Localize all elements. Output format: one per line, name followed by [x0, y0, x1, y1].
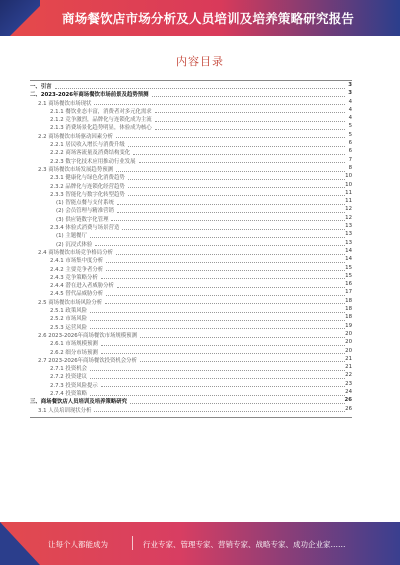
- toc-entry-title: 2.1 商场餐饮市场现状: [38, 100, 92, 107]
- toc-leader-dots: [155, 129, 345, 130]
- toc-entry-title: 2.7.2 投资建议: [50, 374, 87, 381]
- toc-entry[interactable]: [30, 198, 352, 206]
- toc-entry[interactable]: [30, 107, 352, 115]
- toc-leader-dots: [117, 212, 345, 213]
- footer-slogan: 让每个人都能成为: [48, 540, 108, 549]
- toc-entry-title: 2.1.1 餐饮业态丰富，消费者对多元化需求: [50, 108, 152, 115]
- toc-leader-dots: [55, 88, 345, 89]
- toc-leader-dots: [90, 378, 345, 379]
- toc-page-number: 12: [345, 214, 352, 221]
- toc-entry[interactable]: [30, 306, 352, 314]
- toc-entry[interactable]: [30, 182, 352, 190]
- toc-entry[interactable]: [30, 314, 352, 322]
- toc-page-number: 15: [345, 272, 352, 279]
- toc-entry-title: 2.2.2 商场客流量及消费结构变化: [50, 150, 131, 157]
- toc-page-number: 13: [345, 223, 352, 230]
- toc-leader-dots: [90, 320, 345, 321]
- toc-leader-dots: [94, 104, 345, 105]
- toc-leader-dots: [90, 395, 345, 396]
- toc-entry[interactable]: [30, 123, 352, 131]
- toc-entry[interactable]: [30, 339, 352, 347]
- toc-entry[interactable]: [30, 372, 352, 380]
- toc-leader-dots: [116, 171, 345, 172]
- toc-entry[interactable]: [30, 148, 352, 156]
- toc-page-number: 17: [345, 289, 352, 296]
- table-of-contents: [30, 82, 352, 414]
- toc-leader-dots: [90, 370, 345, 371]
- toc-leader-dots: [117, 204, 345, 205]
- toc-page-number: 3: [348, 90, 352, 97]
- toc-entry-title: 2.4.4 潜在进入者威胁分析: [50, 283, 114, 290]
- toc-entry[interactable]: [30, 140, 352, 148]
- toc-page-number: 26: [344, 397, 352, 404]
- footer-decoration: [0, 522, 40, 565]
- toc-entry[interactable]: [30, 389, 352, 397]
- toc-entry[interactable]: [30, 90, 352, 98]
- toc-entry-title: 2.2.3 数字化技术应用推动行业发展: [50, 158, 136, 165]
- toc-entry-title: 2.6.1 市场规模预测: [50, 341, 98, 348]
- toc-page-number: 4: [348, 115, 352, 122]
- toc-entry[interactable]: [30, 215, 352, 223]
- toc-leader-dots: [130, 403, 345, 404]
- toc-entry-title: 2.1.2 竞争激烈，品牌化与连锁化成为主流: [50, 117, 152, 124]
- toc-leader-dots: [106, 262, 345, 263]
- toc-page-number: 8: [348, 164, 352, 171]
- toc-leader-dots: [106, 270, 345, 271]
- toc-leader-dots: [155, 121, 345, 122]
- toc-bottom-rule: [30, 417, 352, 418]
- toc-entry-title: 2.4.2 主要竞争者分析: [50, 266, 104, 273]
- toc-leader-dots: [152, 96, 345, 97]
- toc-entry[interactable]: [30, 115, 352, 123]
- toc-page-number: 20: [345, 330, 352, 337]
- toc-leader-dots: [94, 411, 345, 412]
- toc-page-number: 11: [345, 189, 352, 196]
- toc-leader-dots: [106, 295, 345, 296]
- toc-entry[interactable]: [30, 323, 352, 331]
- toc-page-number: 23: [345, 380, 352, 387]
- toc-entry-title: 2.3.4 体验式消费与场景营造: [50, 225, 120, 232]
- toc-page-number: 18: [345, 314, 352, 321]
- toc-entry[interactable]: [30, 364, 352, 372]
- toc-page-number: 20: [345, 347, 352, 354]
- toc-page-number: 12: [345, 206, 352, 213]
- toc-leader-dots: [128, 187, 345, 188]
- toc-entry[interactable]: [30, 348, 352, 356]
- toc-entry-title: 一、引言: [30, 84, 52, 90]
- toc-page-number: 22: [345, 372, 352, 379]
- toc-entry-title: 二、2023-2026年商场餐饮市场前景及趋势预测: [30, 92, 149, 99]
- toc-page-number: 13: [345, 239, 352, 246]
- toc-entry[interactable]: [30, 381, 352, 389]
- toc-page-number: 19: [345, 322, 352, 329]
- toc-page-number: 16: [345, 281, 352, 288]
- toc-entry-title: 2.6.2 细分市场预测: [50, 349, 98, 356]
- toc-leader-dots: [155, 112, 345, 113]
- toc-leader-dots: [101, 386, 345, 387]
- toc-page-number: 4: [348, 106, 352, 113]
- toc-page-number: 10: [345, 173, 352, 180]
- toc-entry-title: (1) 智能点餐与支付系统: [56, 200, 114, 207]
- toc-page-number: 21: [345, 355, 352, 362]
- toc-entry-title: (2) 沉浸式体验: [56, 241, 93, 248]
- toc-entry-title: 2.1.3 消费场景化趋势明显，体验成为核心: [50, 125, 152, 132]
- toc-entry[interactable]: [30, 99, 352, 107]
- toc-entry-title: 2.3.3 智能化与数字化转型趋势: [50, 191, 125, 198]
- toc-leader-dots: [101, 353, 345, 354]
- toc-entry[interactable]: [30, 157, 352, 165]
- toc-entry[interactable]: [30, 273, 352, 281]
- toc-page-number: 11: [345, 198, 352, 205]
- toc-leader-dots: [140, 361, 345, 362]
- toc-entry-title: 2.4.5 替代品威胁分析: [50, 291, 104, 298]
- toc-entry[interactable]: [30, 265, 352, 273]
- toc-entry-title: 三、商场餐饮店人员培训及培养策略研究: [30, 399, 128, 406]
- toc-page-number: 24: [345, 388, 352, 395]
- toc-leader-dots: [116, 137, 345, 138]
- toc-page-number: 21: [345, 364, 352, 371]
- toc-entry[interactable]: [30, 240, 352, 248]
- toc-leader-dots: [139, 162, 345, 163]
- toc-entry[interactable]: [30, 165, 352, 173]
- toc-entry[interactable]: [30, 356, 352, 364]
- toc-leader-dots: [133, 154, 345, 155]
- toc-entry-title: 2.3.1 健康化与绿色化消费趋势: [50, 175, 125, 182]
- toc-entry-title: 2.3 商场餐饮市场发展趋势预测: [38, 166, 113, 173]
- toc-leader-dots: [101, 345, 345, 346]
- toc-leader-dots: [128, 179, 345, 180]
- toc-page-number: 7: [348, 156, 352, 163]
- toc-page-number: 18: [345, 306, 352, 313]
- toc-entry[interactable]: [30, 132, 352, 140]
- toc-entry-title: 2.4.1 市场集中度分析: [50, 258, 104, 265]
- toc-leader-dots: [90, 237, 345, 238]
- toc-leader-dots: [111, 220, 345, 221]
- toc-top-rule: [30, 80, 352, 81]
- toc-leader-dots: [90, 312, 345, 313]
- toc-entry-title: 3.1 人员培训现状分析: [38, 407, 92, 414]
- document-title: 商场餐饮店市场分析及人员培训及培养策略研究报告: [62, 11, 355, 26]
- toc-entry-title: 2.2 商场餐饮市场驱动因素分析: [38, 133, 113, 140]
- toc-leader-dots: [122, 229, 345, 230]
- toc-page-number: 13: [345, 231, 352, 238]
- toc-page-number: 4: [348, 98, 352, 105]
- toc-entry-title: 2.4 商场餐饮市场竞争格局分析: [38, 249, 113, 256]
- toc-page-number: 3: [348, 82, 352, 88]
- toc-entry[interactable]: [30, 82, 352, 90]
- toc-entry-title: 2.7 2023-2026年商场餐饮投资机会分析: [38, 357, 137, 364]
- toc-entry-title: (1) 主题餐厅: [56, 233, 87, 240]
- toc-entry[interactable]: [30, 289, 352, 297]
- toc-page-number: 14: [345, 247, 352, 254]
- toc-leader-dots: [117, 287, 345, 288]
- toc-page-number: 10: [345, 181, 352, 188]
- toc-entry[interactable]: [30, 190, 352, 198]
- footer-divider: [132, 536, 133, 550]
- toc-leader-dots: [128, 195, 345, 196]
- toc-page-number: 5: [348, 131, 352, 138]
- toc-entry-title: 2.2.1 居民收入增长与消费升级: [50, 142, 125, 149]
- toc-entry[interactable]: [30, 397, 352, 405]
- toc-page-number: 26: [345, 405, 352, 412]
- toc-leader-dots: [90, 328, 345, 329]
- toc-entry[interactable]: [30, 298, 352, 306]
- toc-page-number: 6: [348, 148, 352, 155]
- toc-leader-dots: [128, 146, 345, 147]
- toc-entry-title: 2.5.3 运营风险: [50, 324, 87, 331]
- toc-entry-title: 2.7.3 投资风险提示: [50, 382, 98, 389]
- toc-leader-dots: [95, 245, 345, 246]
- toc-entry-title: 2.5 商场餐饮市场风险分析: [38, 299, 103, 306]
- toc-page-number: 20: [345, 339, 352, 346]
- toc-entry-title: 2.6 2023-2026年商场餐饮市场规模预测: [38, 332, 137, 339]
- toc-leader-dots: [140, 337, 345, 338]
- page-header-banner: [0, 0, 400, 36]
- footer-roles: 行业专家、管理专家、营销专家、战略专家、成功企业家……: [143, 540, 346, 549]
- toc-entry[interactable]: [30, 281, 352, 289]
- page-footer-banner: [0, 522, 400, 565]
- toc-page-number: 6: [348, 140, 352, 147]
- toc-page-number: 15: [345, 264, 352, 271]
- toc-entry-title: 2.7.4 投资策略: [50, 390, 87, 397]
- toc-entry[interactable]: [30, 248, 352, 256]
- toc-page-number: 18: [345, 297, 352, 304]
- header-decoration: [0, 0, 40, 36]
- toc-entry-title: 2.5.2 市场风险: [50, 316, 87, 323]
- toc-entry[interactable]: [30, 256, 352, 264]
- toc-entry-title: 2.4.3 竞争策略分析: [50, 274, 98, 281]
- toc-entry-title: 2.5.1 政策风险: [50, 308, 87, 315]
- toc-heading: 内容目录: [176, 55, 224, 68]
- toc-page-number: 5: [348, 123, 352, 130]
- toc-entry-title: 2.3.2 品牌化与连锁化经营趋势: [50, 183, 125, 190]
- toc-entry-title: 2.7.1 投资机会: [50, 366, 87, 373]
- toc-entry[interactable]: [30, 206, 352, 214]
- toc-entry[interactable]: [30, 223, 352, 231]
- toc-leader-dots: [101, 278, 345, 279]
- toc-entry[interactable]: [30, 231, 352, 239]
- toc-leader-dots: [105, 303, 345, 304]
- toc-entry[interactable]: [30, 406, 352, 414]
- toc-page-number: 14: [345, 256, 352, 263]
- toc-entry-title: (3) 供应链数字化管理: [56, 216, 109, 223]
- toc-entry-title: (2) 会员管理与精准营销: [56, 208, 114, 215]
- toc-leader-dots: [116, 254, 345, 255]
- toc-entry[interactable]: [30, 173, 352, 181]
- toc-entry[interactable]: [30, 331, 352, 339]
